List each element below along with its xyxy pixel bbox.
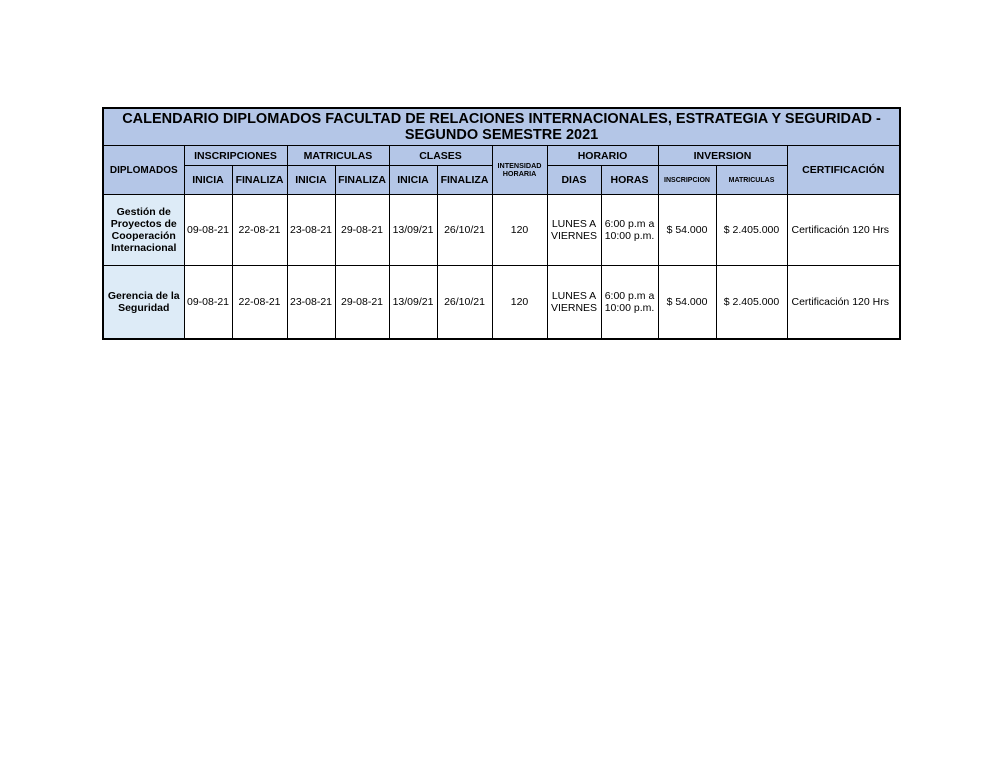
inscripcion-value: $ 54.000	[658, 266, 716, 340]
clases-finaliza-value: 26/10/21	[437, 266, 492, 340]
matriculas-value: $ 2.405.000	[716, 195, 787, 266]
table-row	[103, 266, 900, 340]
calendar-title: CALENDARIO DIPLOMADOS FACULTAD DE RELACIONES INTERNACIONALES, ESTRATEGIA Y SEGURIDAD - SEGUNDO SEMESTRE 2021	[103, 108, 900, 146]
intensidad-value: 120	[492, 266, 547, 340]
table-row	[103, 195, 900, 266]
header-insc-inicia: INICIA	[184, 166, 232, 195]
header-clases: CLASES	[389, 146, 492, 166]
header-clases-finaliza: FINALIZA	[437, 166, 492, 195]
clases-finaliza-value: 26/10/21	[437, 195, 492, 266]
header-mat-inicia: INICIA	[287, 166, 335, 195]
header-inversion: INVERSION	[658, 146, 787, 166]
horas-value: 6:00 p.m a 10:00 p.m.	[601, 195, 658, 266]
dias-value: LUNES A VIERNES	[547, 195, 601, 266]
diplomado-name: Gestión de Proyectos de Cooperación Internacional	[103, 195, 184, 266]
clases-inicia-value: 13/09/21	[389, 266, 437, 340]
mat-inicia-value: 23-08-21	[287, 195, 335, 266]
header-inscripciones: INSCRIPCIONES	[184, 146, 287, 166]
horas-value: 6:00 p.m a 10:00 p.m.	[601, 266, 658, 340]
inscripcion-value: $ 54.000	[658, 195, 716, 266]
header-mat-finaliza: FINALIZA	[335, 166, 389, 195]
header-diplomados: DIPLOMADOS	[103, 146, 184, 195]
header-horario: HORARIO	[547, 146, 658, 166]
diplomados-calendar-table	[102, 107, 901, 340]
header-inv-matriculas: MATRICULAS	[716, 166, 787, 195]
intensidad-value: 120	[492, 195, 547, 266]
certificacion-value: Certificación 120 Hrs	[787, 195, 900, 266]
mat-inicia-value: 23-08-21	[287, 266, 335, 340]
matriculas-value: $ 2.405.000	[716, 266, 787, 340]
insc-finaliza-value: 22-08-21	[232, 266, 287, 340]
certificacion-value: Certificación 120 Hrs	[787, 266, 900, 340]
header-intensidad-horaria: INTENSIDAD HORARIA	[492, 146, 547, 195]
dias-value: LUNES A VIERNES	[547, 266, 601, 340]
mat-finaliza-value: 29-08-21	[335, 195, 389, 266]
clases-inicia-value: 13/09/21	[389, 195, 437, 266]
header-clases-inicia: INICIA	[389, 166, 437, 195]
header-certificacion: CERTIFICACIÓN	[787, 146, 900, 195]
header-dias: DIAS	[547, 166, 601, 195]
insc-inicia-value: 09-08-21	[184, 195, 232, 266]
header-horas: HORAS	[601, 166, 658, 195]
header-inv-inscripcion: INSCRIPCION	[658, 166, 716, 195]
insc-inicia-value: 09-08-21	[184, 266, 232, 340]
header-matriculas: MATRICULAS	[287, 146, 389, 166]
mat-finaliza-value: 29-08-21	[335, 266, 389, 340]
header-insc-finaliza: FINALIZA	[232, 166, 287, 195]
insc-finaliza-value: 22-08-21	[232, 195, 287, 266]
diplomado-name: Gerencia de la Seguridad	[103, 266, 184, 340]
